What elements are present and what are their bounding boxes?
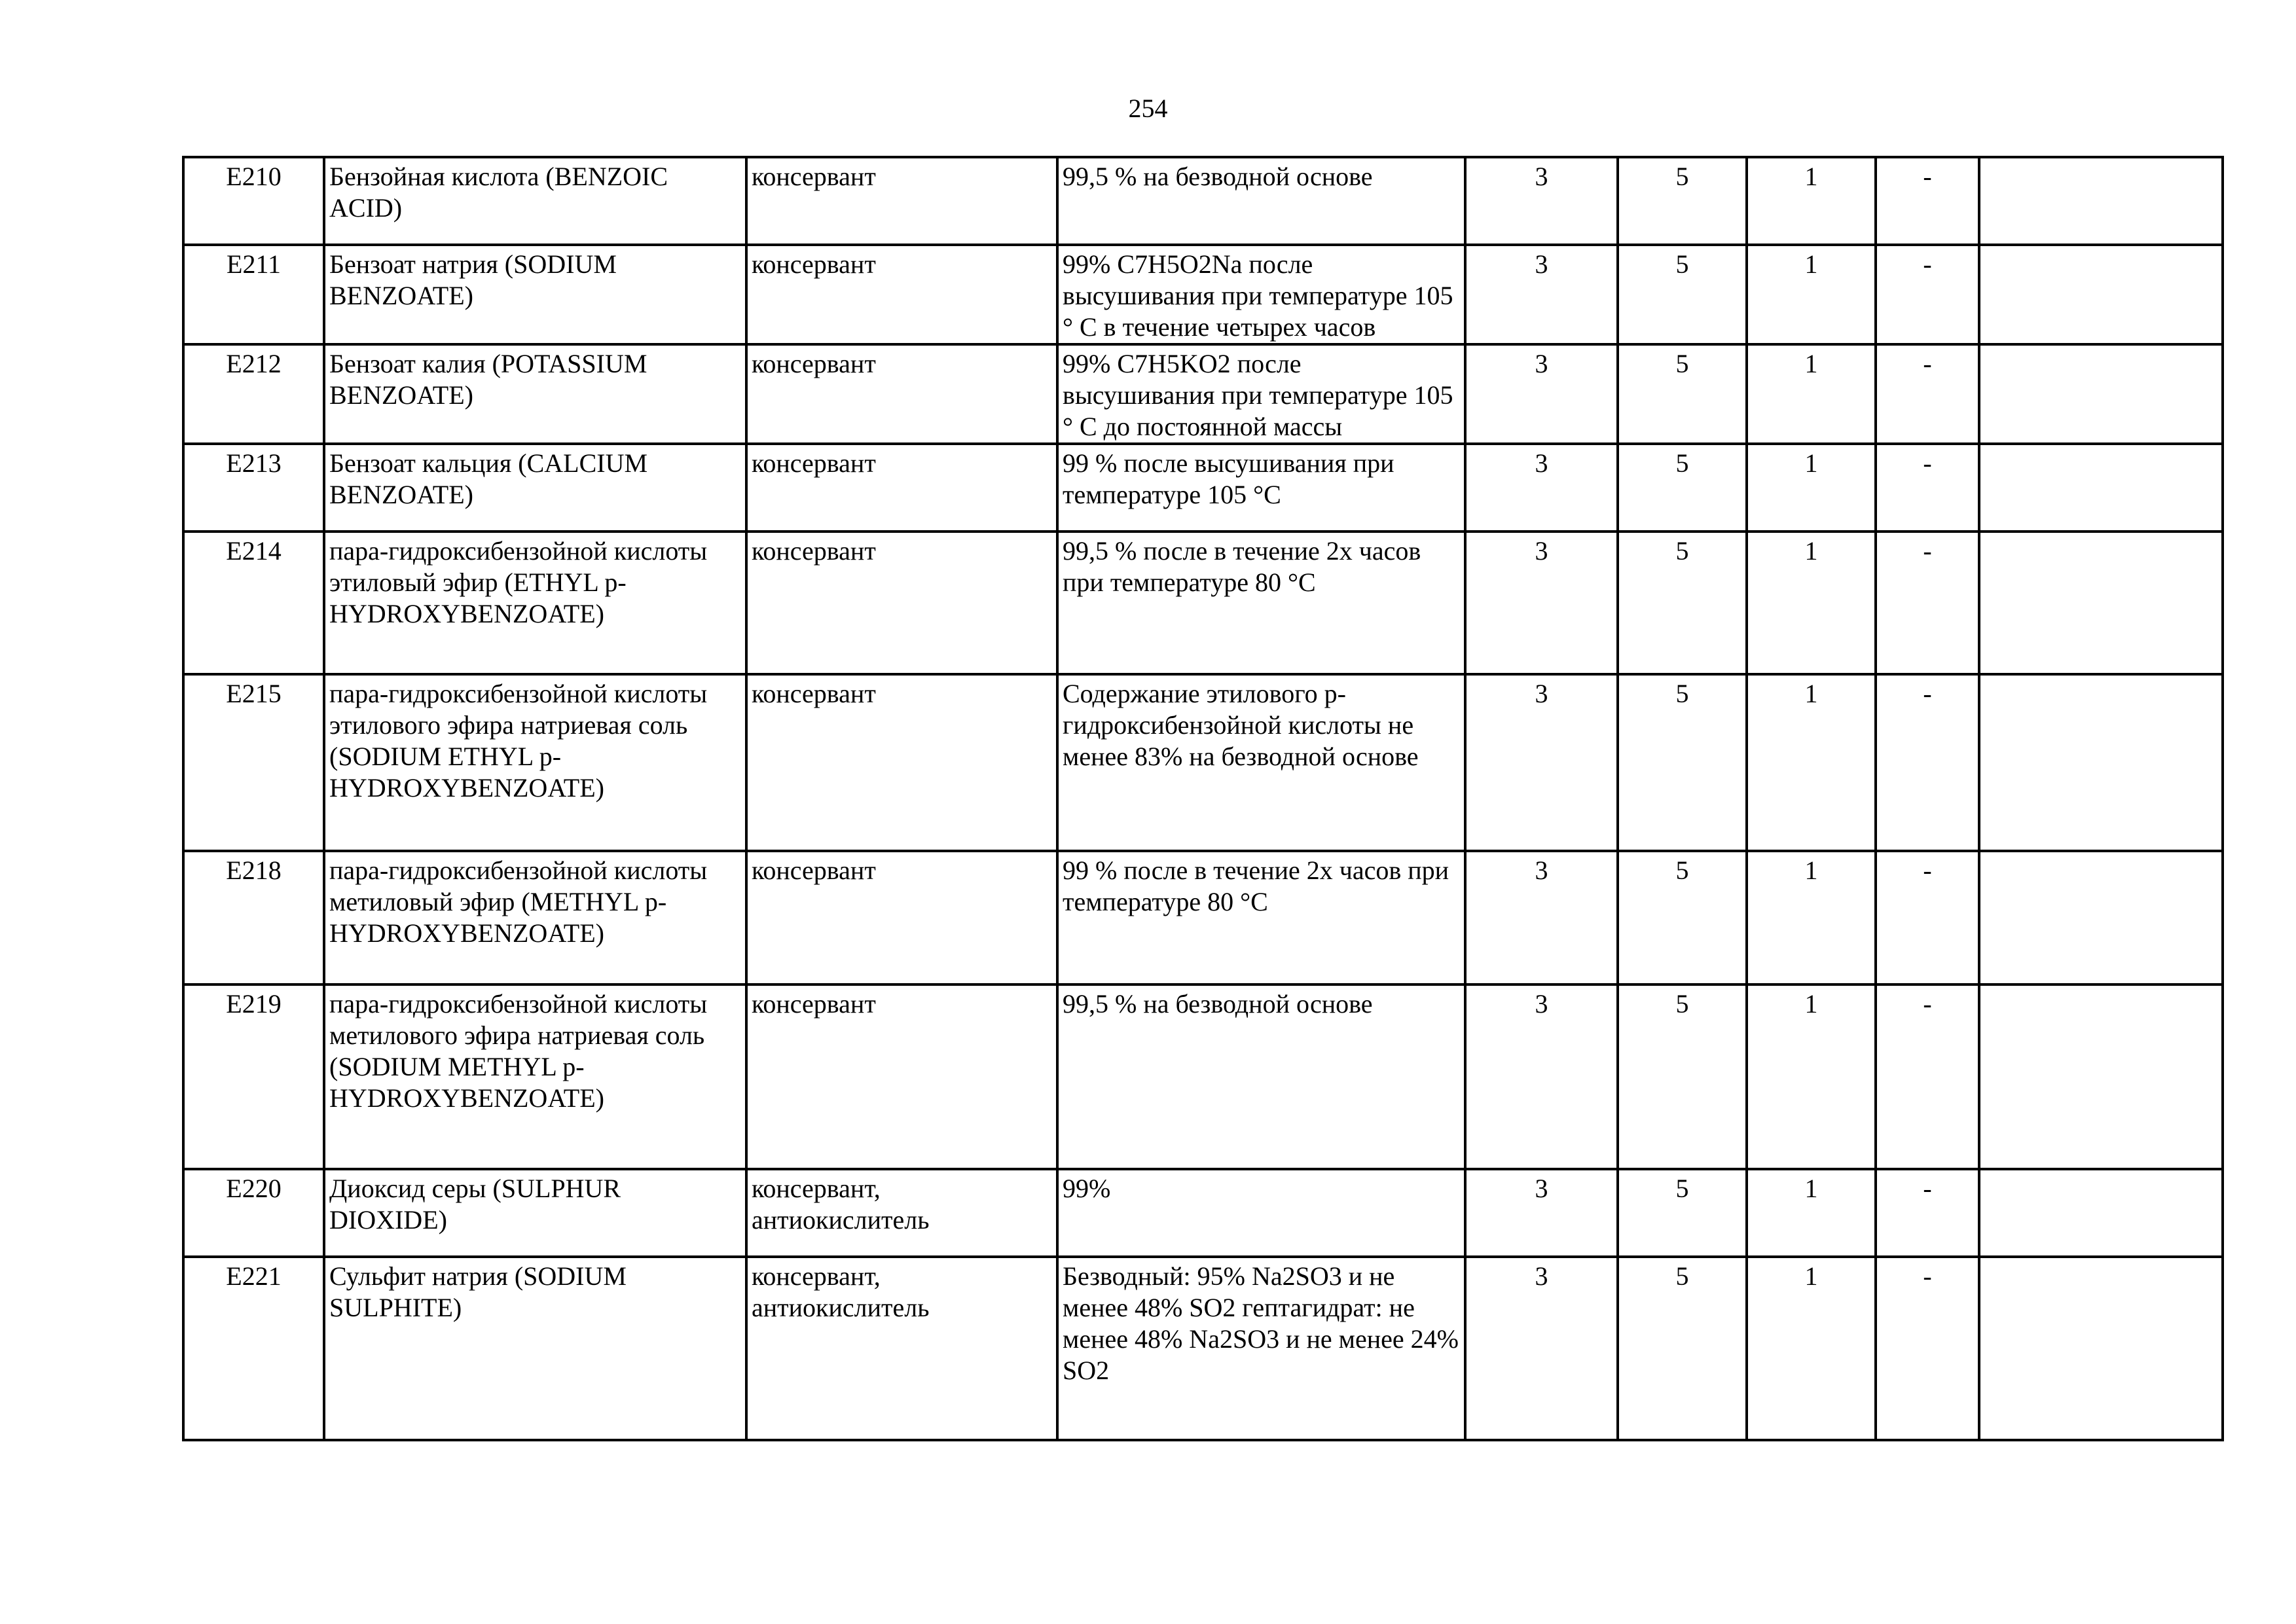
additive-code: E211: [183, 245, 324, 344]
technological-function: консервант, антиокислитель: [746, 1257, 1057, 1440]
value-cell-4: -: [1876, 245, 1979, 344]
value-cell-4: -: [1876, 532, 1979, 674]
additive-name: пара-гидроксибензойной кислоты этилового эфира натриевая соль (SODIUM ETHYL p-HYDROXYBENZOATE): [324, 674, 746, 851]
value-cell-2: 5: [1618, 851, 1747, 984]
value-cell-2: 5: [1618, 157, 1747, 245]
table-row: [183, 532, 2223, 674]
additive-code: E220: [183, 1169, 324, 1257]
technological-function: консервант: [746, 245, 1057, 344]
value-cell-1: 3: [1465, 157, 1618, 245]
additive-name: пара-гидроксибензойной кислоты этиловый эфир (ETHYL p-HYDROXYBENZOATE): [324, 532, 746, 674]
additive-code: E215: [183, 674, 324, 851]
table-row: [183, 245, 2223, 344]
value-cell-3: 1: [1747, 532, 1876, 674]
value-cell-2: 5: [1618, 344, 1747, 444]
additive-name: Диоксид серы (SULPHUR DIOXIDE): [324, 1169, 746, 1257]
value-cell-5: [1979, 444, 2223, 532]
table-row: [183, 1169, 2223, 1257]
additive-name: пара-гидроксибензойной кислоты метиловый эфир (METHYL p-HYDROXYBENZOATE): [324, 851, 746, 984]
value-cell-5: [1979, 157, 2223, 245]
additive-name: Бензоат калия (POTASSIUM BENZOATE): [324, 344, 746, 444]
value-cell-5: [1979, 1169, 2223, 1257]
purity-criteria: 99,5 % после в течение 2х часов при температуре 80 °С: [1057, 532, 1465, 674]
purity-criteria: 99,5 % на безводной основе: [1057, 984, 1465, 1169]
value-cell-2: 5: [1618, 444, 1747, 532]
technological-function: консервант: [746, 851, 1057, 984]
additive-code: E212: [183, 344, 324, 444]
purity-criteria: Содержание этилового p-гидроксибензойной кислоты не менее 83% на безводной основе: [1057, 674, 1465, 851]
value-cell-3: 1: [1747, 674, 1876, 851]
value-cell-1: 3: [1465, 984, 1618, 1169]
value-cell-5: [1979, 532, 2223, 674]
value-cell-3: 1: [1747, 157, 1876, 245]
technological-function: консервант, антиокислитель: [746, 1169, 1057, 1257]
additive-code: E218: [183, 851, 324, 984]
value-cell-3: 1: [1747, 344, 1876, 444]
value-cell-1: 3: [1465, 344, 1618, 444]
value-cell-5: [1979, 1257, 2223, 1440]
technological-function: консервант: [746, 157, 1057, 245]
value-cell-5: [1979, 344, 2223, 444]
value-cell-2: 5: [1618, 245, 1747, 344]
table-row: [183, 344, 2223, 444]
value-cell-3: 1: [1747, 444, 1876, 532]
value-cell-2: 5: [1618, 984, 1747, 1169]
value-cell-4: -: [1876, 444, 1979, 532]
purity-criteria: 99 % после высушивания при температуре 105 °С: [1057, 444, 1465, 532]
technological-function: консервант: [746, 444, 1057, 532]
table-row: [183, 984, 2223, 1169]
page-number: 254: [1128, 94, 1168, 123]
technological-function: консервант: [746, 532, 1057, 674]
value-cell-1: 3: [1465, 674, 1618, 851]
additive-name: Бензоат натрия (SODIUM BENZOATE): [324, 245, 746, 344]
value-cell-5: [1979, 674, 2223, 851]
value-cell-3: 1: [1747, 851, 1876, 984]
additive-code: E214: [183, 532, 324, 674]
purity-criteria: 99% C7H5KO2 после высушивания при температуре 105 ° С до постоянной массы: [1057, 344, 1465, 444]
table-row: [183, 851, 2223, 984]
value-cell-4: -: [1876, 851, 1979, 984]
value-cell-4: -: [1876, 157, 1979, 245]
value-cell-1: 3: [1465, 245, 1618, 344]
technological-function: консервант: [746, 984, 1057, 1169]
value-cell-3: 1: [1747, 984, 1876, 1169]
value-cell-5: [1979, 984, 2223, 1169]
value-cell-3: 1: [1747, 1257, 1876, 1440]
purity-criteria: 99% C7H5O2Na после высушивания при температуре 105 ° С в течение четырех часов: [1057, 245, 1465, 344]
value-cell-4: -: [1876, 1169, 1979, 1257]
additive-name: Бензоат кальция (CALCIUM BENZOATE): [324, 444, 746, 532]
value-cell-3: 1: [1747, 245, 1876, 344]
value-cell-2: 5: [1618, 674, 1747, 851]
value-cell-1: 3: [1465, 1169, 1618, 1257]
table-row: [183, 444, 2223, 532]
value-cell-3: 1: [1747, 1169, 1876, 1257]
table-row: [183, 157, 2223, 245]
value-cell-1: 3: [1465, 444, 1618, 532]
value-cell-4: -: [1876, 344, 1979, 444]
additive-code: E221: [183, 1257, 324, 1440]
additive-code: E219: [183, 984, 324, 1169]
technological-function: консервант: [746, 344, 1057, 444]
value-cell-4: -: [1876, 984, 1979, 1169]
additive-name: Бензойная кислота (BENZOIC ACID): [324, 157, 746, 245]
additive-name: пара-гидроксибензойной кислоты метилового эфира натриевая соль (SODIUM METHYL p-HYDROXYBENZOATE): [324, 984, 746, 1169]
value-cell-1: 3: [1465, 1257, 1618, 1440]
additive-code: E210: [183, 157, 324, 245]
value-cell-5: [1979, 851, 2223, 984]
value-cell-4: -: [1876, 1257, 1979, 1440]
purity-criteria: Безводный: 95% Na2SO3 и не менее 48% SO2 гептагидрат: не менее 48% Na2SO3 и не менее 24% SO2: [1057, 1257, 1465, 1440]
technological-function: консервант: [746, 674, 1057, 851]
value-cell-1: 3: [1465, 532, 1618, 674]
additive-code: E213: [183, 444, 324, 532]
value-cell-2: 5: [1618, 1257, 1747, 1440]
table-row: [183, 674, 2223, 851]
purity-criteria: 99,5 % на безводной основе: [1057, 157, 1465, 245]
purity-criteria: 99%: [1057, 1169, 1465, 1257]
value-cell-2: 5: [1618, 1169, 1747, 1257]
additives-table: [182, 156, 2224, 1441]
value-cell-4: -: [1876, 674, 1979, 851]
value-cell-1: 3: [1465, 851, 1618, 984]
value-cell-2: 5: [1618, 532, 1747, 674]
table-row: [183, 1257, 2223, 1440]
value-cell-5: [1979, 245, 2223, 344]
purity-criteria: 99 % после в течение 2х часов при температуре 80 °С: [1057, 851, 1465, 984]
additive-name: Сульфит натрия (SODIUM SULPHITE): [324, 1257, 746, 1440]
